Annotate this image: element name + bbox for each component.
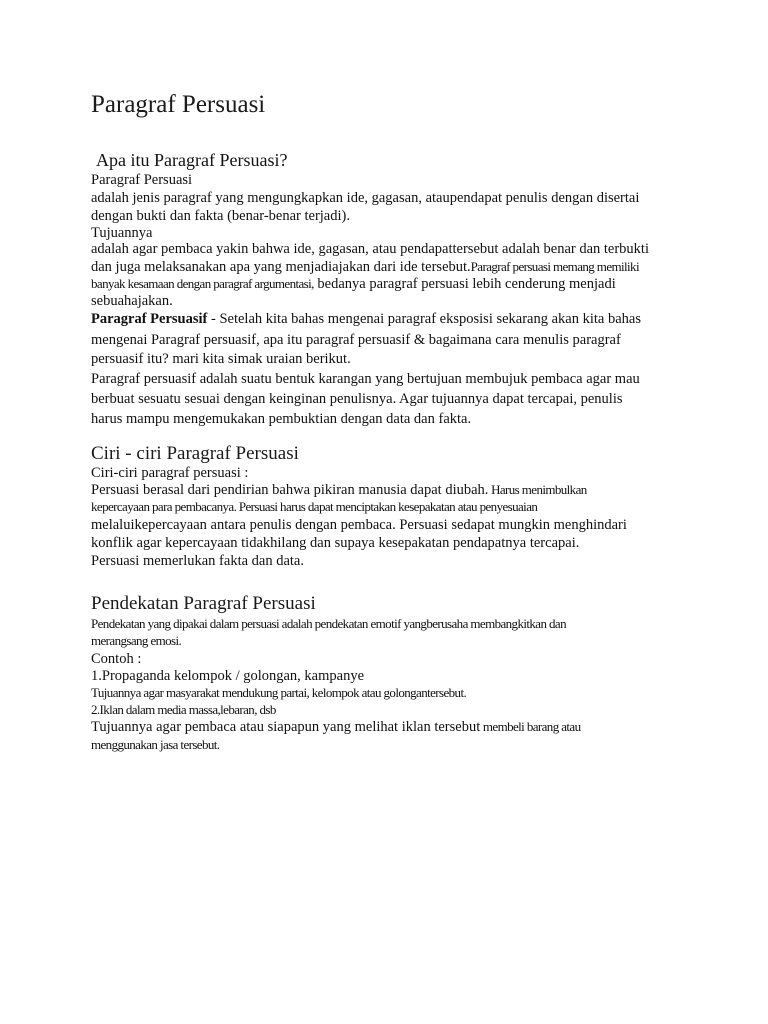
text-line: adalah agar pembaca yakin bahwa ide, gagasan, atau pendapattersebut adalah benar dan terbukti bbox=[91, 241, 649, 257]
text-run-condensed: banyak kesamaan dengan paragraf argumentasi, bbox=[91, 276, 314, 291]
page-title: Paragraf Persuasi bbox=[91, 91, 266, 118]
bold-term: Paragraf Persuasif bbox=[91, 311, 208, 327]
text-line: harus mampu mengemukakan pembuktian dengan data dan fakta. bbox=[91, 411, 472, 427]
section-heading-pendekatan: Pendekatan Paragraf Persuasi bbox=[91, 593, 316, 614]
text-run: Persuasi berasal dari pendirian bahwa pikiran manusia dapat diubah. bbox=[91, 482, 489, 498]
text-run: - Setelah kita bahas mengenai paragraf eksposisi sekarang akan kita bahas bbox=[207, 311, 642, 327]
text-line: Contoh : bbox=[91, 651, 142, 667]
text-line: merangsang emosi. bbox=[91, 633, 182, 648]
text-run-condensed: Paragraf persuasi memang memiliki bbox=[470, 259, 639, 274]
text-line: menggunakan jasa tersebut. bbox=[91, 737, 220, 752]
text-line: Paragraf persuasif adalah suatu bentuk karangan yang bertujuan membujuk pembaca agar mau bbox=[91, 371, 640, 387]
text-line-mixed bbox=[91, 275, 616, 293]
text-run-condensed: Harus menimbulkan bbox=[488, 482, 587, 497]
section-heading-apa-itu: Apa itu Paragraf Persuasi? bbox=[96, 150, 288, 170]
text-line: kepercayaan para pembacanya. Persuasi harus dapat menciptakan kesepakatan atau penyesuaian bbox=[91, 499, 538, 514]
text-line: dengan bukti dan fakta (benar-benar terjadi). bbox=[91, 208, 350, 224]
text-line: Ciri-ciri paragraf persuasi : bbox=[91, 465, 249, 481]
text-line-mixed bbox=[91, 258, 639, 276]
text-line: Paragraf Persuasi bbox=[91, 172, 193, 188]
text-line: Tujuannya agar masyarakat mendukung partai, kelompok atau golongantersebut. bbox=[91, 685, 467, 700]
text-run: dan juga melaksanakan apa yang menjadiajakan dari ide tersebut. bbox=[91, 259, 471, 275]
text-line-bold-lead bbox=[91, 310, 641, 328]
text-run-condensed: membeli barang atau bbox=[480, 719, 581, 734]
text-line: Tujuannya bbox=[91, 225, 153, 241]
text-run: bedanya paragraf persuasi lebih cenderung menjadi bbox=[313, 276, 616, 292]
text-line: 2.Iklan dalam media massa,lebaran, dsb bbox=[91, 702, 276, 717]
section-heading-ciri: Ciri - ciri Paragraf Persuasi bbox=[91, 443, 299, 464]
text-line-mixed bbox=[91, 481, 587, 499]
text-line: adalah jenis paragraf yang mengungkapkan ide, gagasan, ataupendapat penulis dengan disertai bbox=[91, 190, 640, 206]
text-line: 1.Propaganda kelompok / golongan, kampanye bbox=[91, 668, 365, 684]
text-line: persuasif itu? mari kita simak uraian berikut. bbox=[91, 351, 351, 367]
text-line: sebuahajakan. bbox=[91, 293, 173, 309]
text-line: Pendekatan yang dipakai dalam persuasi adalah pendekatan emotif yangberusaha membangkitkan dan bbox=[91, 616, 566, 631]
text-line: berbuat sesuatu sesuai dengan keinginan penulisnya. Agar tujuannya dapat tercapai, penulis bbox=[91, 391, 623, 407]
text-line: Persuasi memerlukan fakta dan data. bbox=[91, 553, 304, 569]
text-line: mengenai Paragraf persuasif, apa itu paragraf persuasif & bagaimana cara menulis paragraf bbox=[91, 332, 621, 348]
text-line: melaluikepercayaan antara penulis dengan pembaca. Persuasi sedapat mungkin menghindari bbox=[91, 517, 627, 533]
text-line: konflik agar kepercayaan tidakhilang dan supaya kesepakatan pendapatnya tercapai. bbox=[91, 535, 580, 551]
text-run: Tujuannya agar pembaca atau siapapun yang melihat iklan tersebut bbox=[91, 719, 481, 735]
text-line-mixed bbox=[91, 718, 581, 736]
